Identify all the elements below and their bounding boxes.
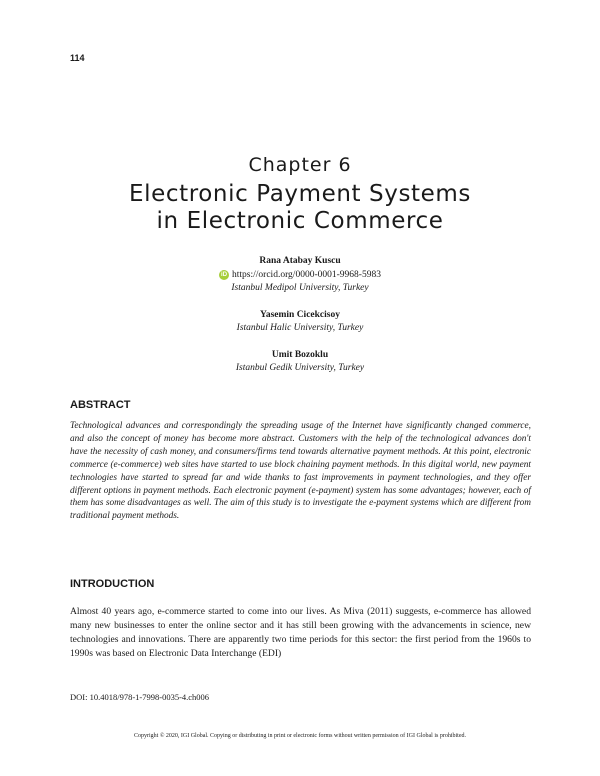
orcid-line [219,269,381,282]
doi: DOI: 10.4018/978-1-7998-0035-4.ch006 [70,692,210,702]
abstract-heading: ABSTRACT [70,399,131,411]
author-affiliation: Istanbul Halic University, Turkey [236,322,364,333]
chapter-title-line-1: Electronic Payment Systems [128,181,472,207]
chapter-title [0,181,600,235]
author-list [0,255,600,389]
author-block [0,349,600,375]
author-block [0,309,600,335]
introduction-heading: INTRODUCTION [70,578,155,590]
author-block [0,255,600,295]
author-name: Yasemin Cicekcisoy [260,309,340,320]
page-number: 114 [70,53,85,63]
author-name: Rana Atabay Kuscu [259,256,341,266]
introduction-text: Almost 40 years ago, e-commerce started to come into our lives. As Miva (2011) suggests, e-commerce has allowed many new businesses to enter the online sector and it has still been growing with the advancements in science, new technologies and innovations. There are apparently two time periods for this sector: the first period from the 1960s to 1990s was based on Electronic Data Interchange (EDI) [70,606,531,660]
chapter-label: Chapter 6 [248,154,352,176]
author-affiliation: Istanbul Gedik University, Turkey [235,362,365,373]
orcid-icon: iD [221,272,228,278]
author-name: Umit Bozoklu [271,349,329,360]
orcid-link[interactable]: https://orcid.org/0000-0001-9968-5983 [232,269,381,280]
author-affiliation: Istanbul Medipol University, Turkey [231,282,369,293]
abstract-text: Technological advances and correspondingly the spreading usage of the Internet have significantly changed commerce, and also the concept of money has become more abstract. Customers with the help of the technological advances don't have the necessity of cash money, and consumers/firms tend towards alternative payment methods. At this point, electronic commerce (e-commerce) web sites have started to use block chaining payment methods. In this digital world, new payment technologies have started to spread far and wide thanks to fast improvements in payment technologies, and they offer different options in payment methods. Each electronic payment (e-payment) system has some advantages; however, each of them has some disadvantages as well. The aim of this study is to investigate the e-payment systems which are different from traditional payment methods. [70,421,531,522]
copyright-notice: Copyright © 2020, IGI Global. Copying or distributing in print or electronic forms without written permission of IGI Global is prohibited. [133,733,466,739]
chapter-title-line-2: in Electronic Commerce [156,208,444,234]
